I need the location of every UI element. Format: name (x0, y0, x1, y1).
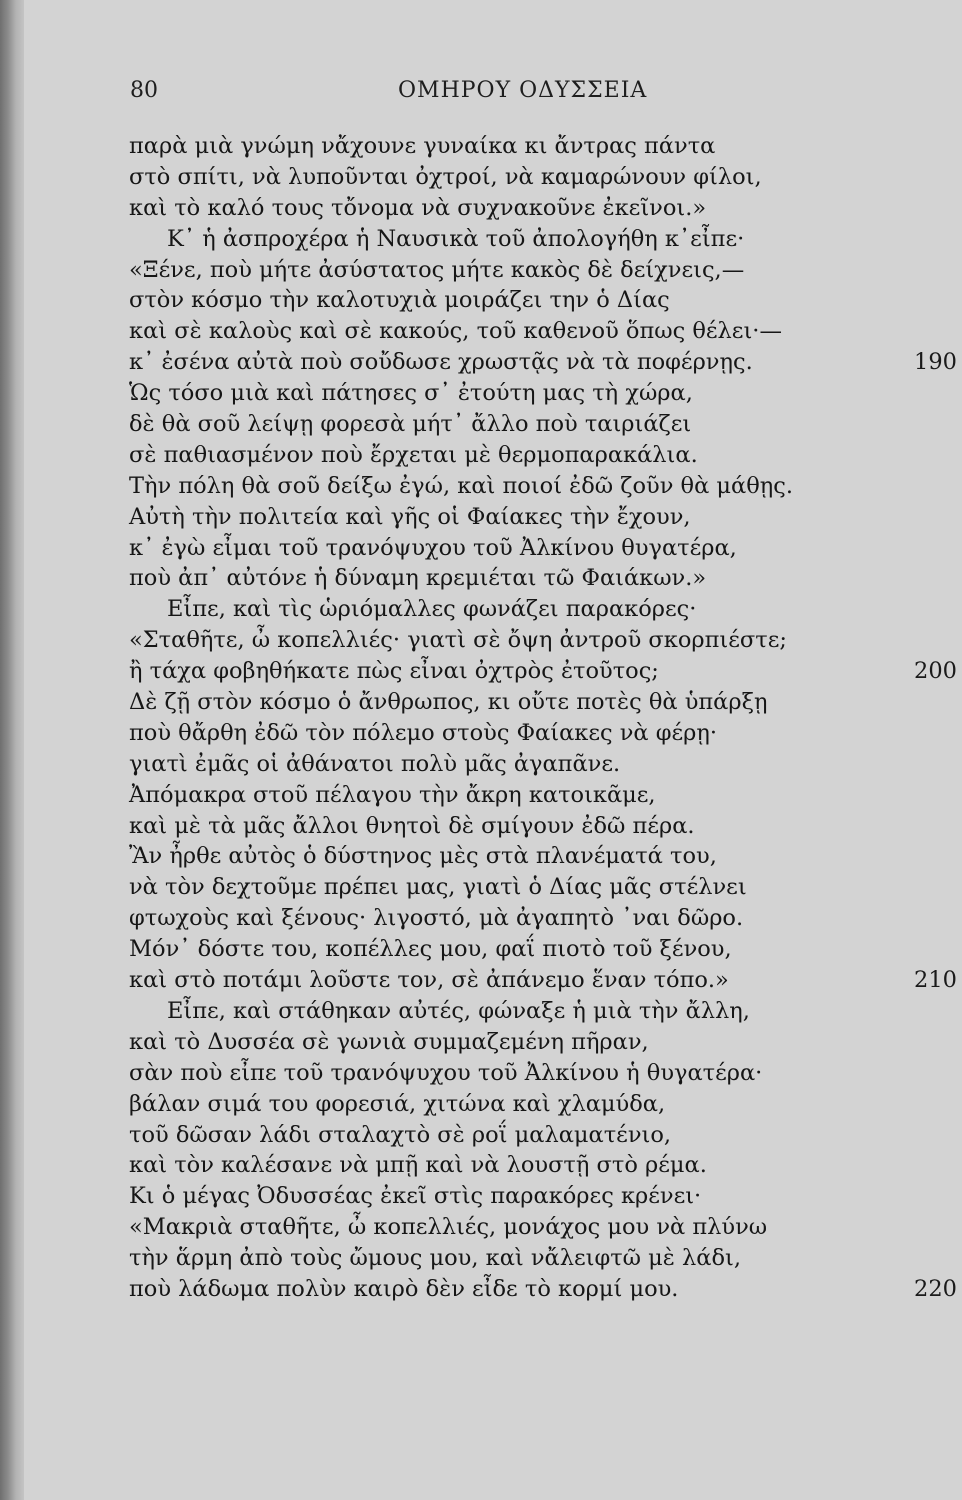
verse-line-text: «Σταθῆτε, ὦ κοπελλιές· γιατὶ σὲ ὄψη ἀντροῦ σκορπιέστε; (129, 627, 787, 654)
verse-line-text: Αὐτὴ τὴν πολιτεία καὶ γῆς οἱ Φαίακες τὴν ἔχουν, (129, 503, 691, 530)
verse-line (129, 749, 949, 780)
verse-line (129, 718, 949, 749)
verse-line-text: σὲ παθιασμένον ποὺ ἔρχεται μὲ θερμοπαρακάλια. (129, 441, 698, 468)
verse-line-text: Τὴν πόλη θὰ σοῦ δείξω ἐγώ, καὶ ποιοί ἐδῶ ζοῦν θὰ μάθῃς. (129, 472, 794, 499)
verse-line-text: σὰν ποὺ εἶπε τοῦ τρανόψυχου τοῦ Ἀλκίνου ἡ θυγατέρα· (129, 1059, 763, 1086)
verse-line-text: καὶ τὸ Δυσσέα σὲ γωνιὰ συμμαζεμένη πῆραν, (129, 1028, 649, 1055)
line-number: 200 (914, 658, 957, 685)
verse-line (129, 780, 949, 811)
line-number: 220 (914, 1275, 957, 1302)
verse-line (129, 533, 949, 564)
verse-line-text: καὶ μὲ τὰ μᾶς ἄλλοι θνητοὶ δὲ σμίγουν ἐδῶ πέρα. (129, 812, 695, 839)
verse-line-text: κ᾽ ἐγὼ εἶμαι τοῦ τρανόψυχου τοῦ Ἀλκίνου θυγατέρα, (129, 534, 737, 561)
verse-line-text: δὲ θὰ σοῦ λείψῃ φορεσὰ μήτ᾽ ἄλλο ποὺ ταιριάζει (129, 411, 692, 438)
verse-line (129, 316, 949, 347)
verse-line (129, 563, 949, 594)
verse-line (129, 934, 949, 965)
verse-line (129, 440, 949, 471)
verse-line-text: γιατὶ ἐμᾶς οἱ ἀθάνατοι πολὺ μᾶς ἀγαπᾶνε. (129, 750, 621, 777)
verse-line (129, 656, 957, 687)
verse-line (129, 224, 949, 255)
verse-line-text: στὸ σπίτι, νὰ λυποῦνται ὀχτροί, νὰ καμαρώνουν φίλοι, (129, 163, 762, 190)
verse-line (129, 1212, 949, 1243)
book-binding-edge (0, 0, 24, 1500)
verse-line-text: νὰ τὸν δεχτοῦμε πρέπει μας, γιατὶ ὁ Δίας μᾶς στέλνει (129, 874, 747, 901)
verse-line-text: τοῦ δῶσαν λάδι σταλαχτὸ σὲ ροΐ μαλαματένιο, (129, 1121, 672, 1148)
running-title: ΟΜΗΡΟΥ ΟΔΥΣΣΕΙΑ (398, 78, 648, 103)
verse-line-text: Κ᾽ ἡ ἀσπροχέρα ἡ Ναυσικὰ τοῦ ἀπολογήθη κ᾽εἶπε· (167, 225, 745, 252)
verse-line (129, 1181, 949, 1212)
verse-line (129, 471, 949, 502)
verse-line (129, 872, 949, 903)
verse-line-text: στὸν κόσμο τὴν καλοτυχιὰ μοιράζει την ὁ Δίας (129, 287, 670, 314)
verse-line (129, 1058, 949, 1089)
verse-line-text: τὴν ἅρμη ἀπὸ τοὺς ὤμους μου, καὶ νἄλειφτῶ μὲ λάδι, (129, 1245, 742, 1272)
verse-line-text: φτωχοὺς καὶ ξένους· λιγοστό, μὰ ἀγαπητὸ ᾽ναι δῶρο. (129, 905, 744, 932)
verse-line (129, 1150, 949, 1181)
verse-line (129, 1120, 949, 1151)
verse-line (129, 347, 957, 378)
verse-line-text: καὶ τὸν καλέσανε νὰ μπῇ καὶ νὰ λουστῇ στὸ ρέμα. (129, 1152, 707, 1179)
verse-line-text: Ἂν ἦρθε αὐτὸς ὁ δύστηνος μὲς στὰ πλανέματά του, (129, 843, 717, 870)
verse-line (129, 996, 949, 1027)
line-number: 190 (914, 349, 957, 376)
verse-line (129, 903, 949, 934)
verse-line (129, 625, 949, 656)
verse-line-text: «Μακριὰ σταθῆτε, ὦ κοπελλιές, μονάχος μου νὰ πλύνω (129, 1214, 768, 1241)
verse-line-text: καὶ τὸ καλό τους τὄνομα νὰ συχνακοῦνε ἐκεῖνοι.» (129, 194, 707, 221)
verse-line (129, 965, 957, 996)
verse-line (129, 378, 949, 409)
line-number: 210 (914, 967, 957, 994)
verse-line (129, 1089, 949, 1120)
verse-line-text: κ᾽ ἐσένα αὐτὰ ποὺ σοὔδωσε χρωστᾷς νὰ τὰ ποφέρνῃς. (129, 349, 753, 376)
verse-line-text: Εἶπε, καὶ τὶς ὡριόμαλλες φωνάζει παρακόρες· (167, 596, 697, 623)
verse-line-text: Κι ὁ μέγας Ὀδυσσέας ἐκεῖ στὶς παρακόρες κρένει· (129, 1183, 702, 1210)
verse-line-text: ποὺ θἄρθη ἐδῶ τὸν πόλεμο στοὺς Φαίακες νὰ φέρῃ· (129, 719, 718, 746)
verse-line (129, 409, 949, 440)
verse-block (129, 131, 957, 1305)
verse-line-text: Δὲ ζῇ στὸν κόσμο ὁ ἄνθρωπος, κι οὔτε ποτὲς θὰ ὑπάρξῃ (129, 689, 768, 716)
verse-line (129, 841, 949, 872)
verse-line-text: Ὡς τόσο μιὰ καὶ πάτησες σ᾽ ἐτούτη μας τὴ χώρα, (129, 380, 693, 407)
verse-line (129, 255, 949, 286)
verse-line (129, 131, 949, 162)
verse-line (129, 1243, 949, 1274)
verse-line-text: ἢ τάχα φοβηθήκατε πὼς εἶναι ὀχτρὸς ἐτοῦτος; (129, 658, 659, 685)
verse-line (129, 162, 949, 193)
verse-line (129, 594, 949, 625)
verse-line-text: Μόν᾽ δόστε του, κοπέλλες μου, φαΐ πιοτὸ τοῦ ξένου, (129, 936, 732, 963)
verse-line (129, 1274, 957, 1305)
verse-line (129, 193, 949, 224)
verse-line (129, 1027, 949, 1058)
verse-line-text: Ἀπόμακρα στοῦ πέλαγου τὴν ἄκρη κατοικᾶμε, (129, 781, 656, 808)
verse-line (129, 502, 949, 533)
verse-line-text: ποὺ λάδωμα πολὺν καιρὸ δὲν εἶδε τὸ κορμί μου. (129, 1275, 679, 1302)
verse-line-text: «Ξένε, ποὺ μήτε ἀσύστατος μήτε κακὸς δὲ δείχνεις,— (129, 256, 745, 283)
book-page (24, 0, 962, 1500)
page-header (24, 76, 962, 108)
page-number: 80 (130, 78, 158, 103)
verse-line-text: καὶ σὲ καλοὺς καὶ σὲ κακούς, τοῦ καθενοῦ ὅπως θέλει·— (129, 318, 782, 345)
verse-line (129, 285, 949, 316)
verse-line-text: βάλαν σιμά του φορεσιά, χιτώνα καὶ χλαμύδα, (129, 1090, 666, 1117)
verse-line (129, 687, 949, 718)
verse-line-text: ποὺ ἀπ᾽ αὐτόνε ἡ δύναμη κρεμιέται τῶ Φαιάκων.» (129, 565, 707, 592)
verse-line-text: παρὰ μιὰ γνώμη νἄχουνε γυναίκα κι ἄντρας πάντα (129, 133, 716, 159)
verse-line-text: καὶ στὸ ποτάμι λοῦστε τον, σὲ ἀπάνεμο ἕναν τόπο.» (129, 967, 729, 994)
verse-line (129, 811, 949, 842)
verse-line-text: Εἶπε, καὶ στάθηκαν αὐτές, φώναξε ἡ μιὰ τὴν ἄλλη, (167, 997, 750, 1024)
